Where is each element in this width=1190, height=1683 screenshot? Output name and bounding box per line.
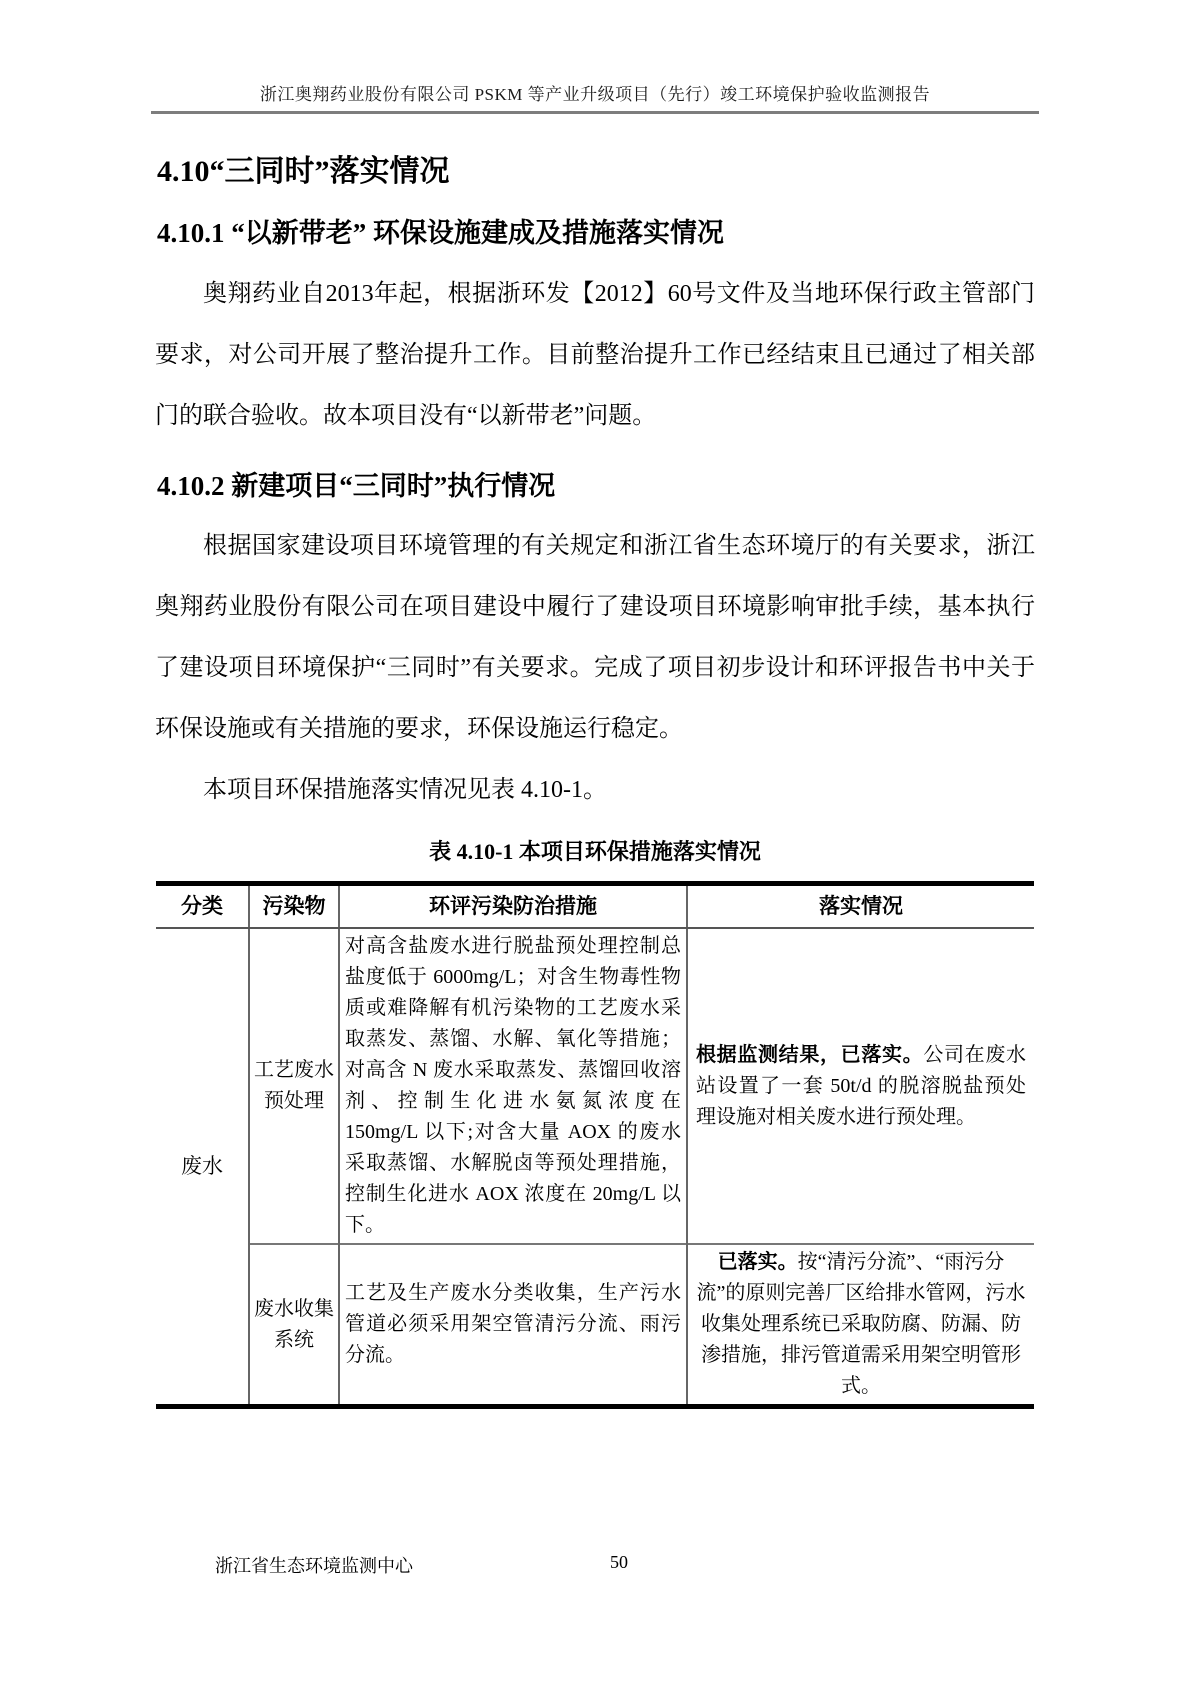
section-title-4-10-2: 4.10.2 新建项目“三同时”执行情况 — [157, 471, 556, 501]
document-body — [155, 154, 1035, 1409]
paragraph-three-simultaneous: 根据国家建设项目环境管理的有关规定和浙江省生态环境厅的有关要求，浙江奥翔药业股份有限公司在项目建设中履行了建设项目环境影响审批手续，基本执行了建设项目环境保护“三同时”有关要求。完成了项目初步设计和环评报告书中关于环保设施或有关措施的要求，环保设施运行稳定。 — [155, 533, 1035, 742]
cell-pollutant: 工艺废水预处理 — [249, 928, 339, 1244]
cell-pollutant: 废水收集系统 — [249, 1244, 339, 1407]
table-caption: 表 4.10-1 本项目环保措施落实情况 — [429, 839, 761, 864]
cell-measure: 工艺及生产废水分类收集，生产污水管道必须采用架空管清污分流、雨污分流。 — [339, 1244, 687, 1407]
header-divider — [151, 111, 1039, 114]
table-header-row — [156, 884, 1034, 929]
status-lead: 已落实。 — [717, 1251, 798, 1273]
cell-measure: 对高含盐废水进行脱盐预处理控制总盐度低于 6000mg/L；对含生物毒性物质或难降解有机污染物的工艺废水采取蒸发、蒸馏、水解、氧化等措施；对高含 N 废水采取蒸发、蒸馏回收溶剂、控制生化进水氨氮浓度在 150mg/L 以下;对含大量 AOX 的废水采取蒸馏、水解脱卤等预处理措施，控制生化进水 AOX 浓度在 20mg/L 以下。 — [339, 928, 687, 1244]
col-header-category: 分类 — [156, 884, 249, 929]
status-detail: 按“清污分流”、“雨污分流”的原则完善厂区给排水管网，污水收集处理系统已采取防腐、防漏、防渗措施，排污管道需采用架空明管形式。 — [696, 1251, 1026, 1397]
footer-organization: 浙江省生态环境监测中心 — [215, 1556, 413, 1576]
measures-table — [156, 881, 1034, 1409]
table-row — [156, 928, 1034, 1244]
running-head: 浙江奥翔药业股份有限公司 PSKM 等产业升级项目（先行）竣工环境保护验收监测报告 — [259, 85, 931, 104]
page-number: 50 — [610, 1552, 628, 1572]
status-detail: 公司在废水站设置了一套 50t/d 的脱溶脱盐预处理设施对相关废水进行预处理。 — [696, 1043, 1027, 1128]
col-header-measure: 环评污染防治措施 — [339, 884, 687, 929]
col-header-status: 落实情况 — [687, 884, 1034, 929]
status-lead: 根据监测结果，已落实。 — [696, 1043, 924, 1066]
table-row — [156, 1244, 1034, 1407]
paragraph-old-projects: 奥翔药业自2013年起，根据浙环发【2012】60号文件及当地环保行政主管部门要求，对公司开展了整治提升工作。目前整治提升工作已经结束且已通过了相关部门的联合验收。故本项目没有“以新带老”问题。 — [155, 281, 1035, 429]
section-title-4-10-1: 4.10.1 “以新带老” 环保设施建成及措施落实情况 — [157, 218, 724, 248]
page-footer — [0, 1552, 1190, 1576]
page-header — [0, 0, 1190, 114]
cell-status — [687, 928, 1034, 1244]
paragraph-table-reference: 本项目环保措施落实情况见表 4.10-1。 — [203, 777, 607, 803]
col-header-pollutant: 污染物 — [249, 884, 339, 929]
section-title-4-10: 4.10“三同时”落实情况 — [157, 155, 450, 188]
cell-status — [687, 1244, 1034, 1407]
cell-category-wastewater: 废水 — [181, 1154, 223, 1178]
